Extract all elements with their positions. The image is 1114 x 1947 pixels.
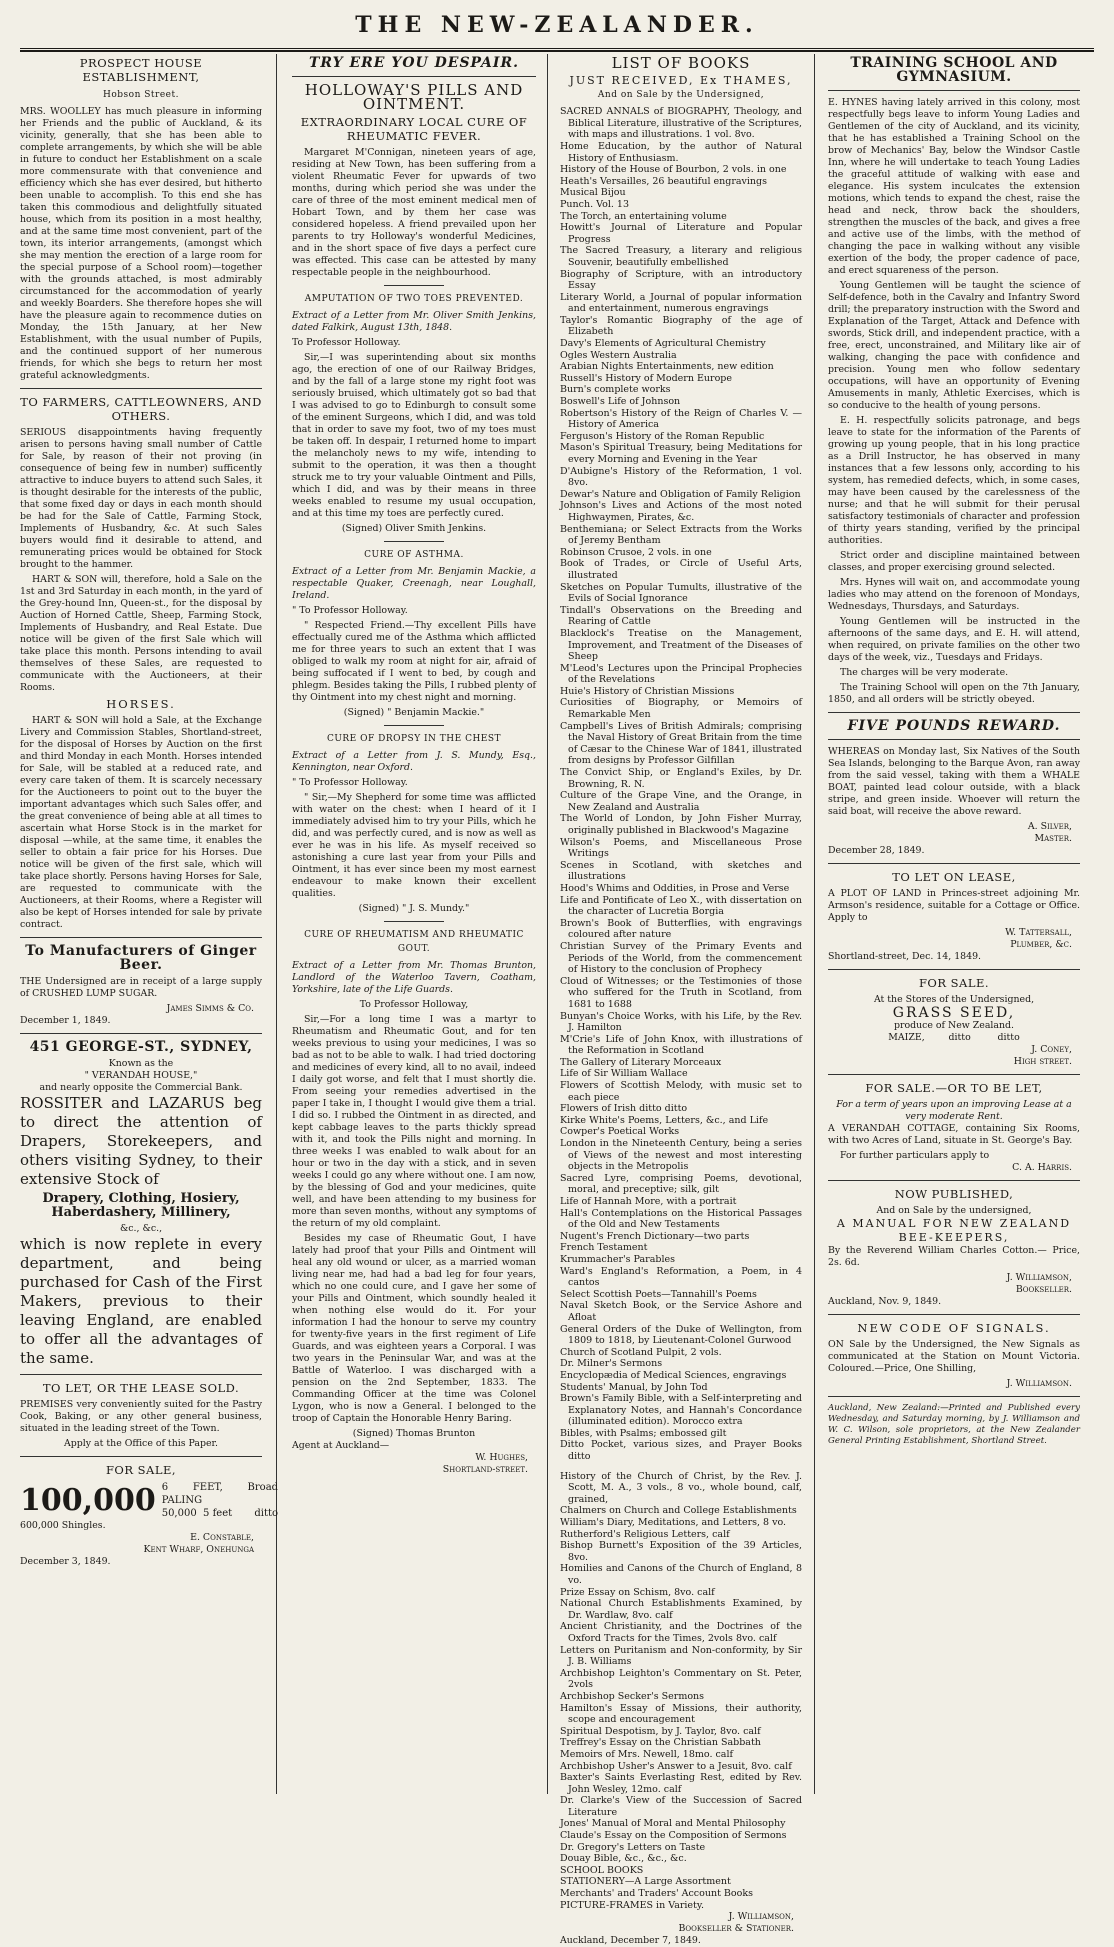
book-item: SCHOOL BOOKS — [560, 1864, 644, 1876]
ginger-beer-heading: To Manufacturers of Ginger Beer. — [25, 943, 257, 974]
book-item: M'Crie's Life of John Knox, with illustrations of the Reformation in Scotland — [560, 1033, 802, 1057]
book-item: Arabian Nights Entertainments, new edition — [560, 361, 774, 373]
column-divider — [814, 54, 815, 1794]
book-item: Merchants' and Traders' Account Books — [560, 1888, 753, 1900]
manual-heading: NOW PUBLISHED, — [894, 1187, 1014, 1202]
masthead-rule-thin — [20, 48, 1094, 49]
book-item: Hamilton's Essay of Missions, their authority, scope and encouragement — [560, 1702, 802, 1726]
agent-street: Shortland-street. — [442, 1464, 528, 1476]
manual-signature: J. Williamson, — [1006, 1272, 1072, 1284]
book-item: The Sacred Treasury, a literary and religious Souvenir, beautifully embellished — [560, 245, 802, 268]
book-item: Life and Pontificate of Leo X., with dissertation on the character of Lucretia Borgia — [560, 894, 802, 918]
book-item: Blacklock's Treatise on the Management, Improvement, and Treatment of the Diseases of Sheep — [560, 627, 802, 663]
gout-body: Sir,—For a long time I was a martyr to Rheumatism and Rheumatic Gout, and for ten weeks previous to using your medicines, I was so bad as not to be able to walk. I had tried doctoring and medicines of every kind, all to no avail, indeed I daily got worse, and felt that I must shortly die. From seeing your remedies advertised in the paper I take in, I thought I would give them a trial. I did so. I rubbed the Ointment in as directed, and kept cabbage leaves to the parts thickly spread with it, and took the Pills night and morning. In three weeks I was enabled to walk about for an hour or two in the day with a stick, and in seven weeks I could go any where without one. I am now, by the blessing of God and your medicines, quite well, and have been attending to my business for more than seven months, without any symptoms of the return of my old complaint. — [292, 1014, 536, 1230]
signals-body: ON Sale by the Undersigned, the New Signals as communicated at the Station on Mount Victoria. Coloured.—Price, One Shilling, — [828, 1339, 1080, 1375]
book-item: Boswell's Life of Johnson — [560, 396, 681, 408]
grass-seed-line-1: GRASS SEED, — [892, 1005, 1016, 1021]
sydney-heading: 451 GEORGE-ST., SYDNEY, — [29, 1039, 253, 1056]
book-item: Dewar's Nature and Obligation of Family Religion — [560, 488, 801, 500]
book-item: Brown's Book of Butterflies, with engravings coloured after nature — [560, 917, 802, 941]
book-item: Robertson's History of the Reign of Charles V. —History of America — [560, 407, 802, 431]
book-item: Archbishop Secker's Sermons — [560, 1690, 705, 1702]
book-item: The World of London, by John Fisher Murray, originally published in Blackwood's Magazine — [560, 813, 802, 836]
book-item: The Gallery of Literary Morceaux — [560, 1056, 722, 1068]
to-let-heading: TO LET, OR THE LEASE SOLD. — [42, 1381, 240, 1396]
book-item: Baxter's Saints Everlasting Rest, edited by Rev. John Wesley, 12mo. calf — [560, 1772, 802, 1795]
prospect-house-heading: PROSPECT HOUSE ESTABLISHMENT, — [79, 56, 203, 84]
book-item: Students' Manual, by John Tod — [560, 1381, 708, 1393]
grass-seed-heading: FOR SALE. — [918, 976, 990, 990]
book-item: Dr. Gregory's Letters on Taste — [560, 1841, 706, 1853]
divider — [20, 1033, 262, 1034]
training-body-6: Young Gentlemen will be instructed in the afternoons of the same days, and E. H. will attend, when required, on private families on the other two days of the week, viz., Tuesdays and Fridays. — [828, 616, 1080, 663]
grass-seed-signature: J. Coney, — [1031, 1044, 1072, 1056]
book-item: Spiritual Despotism, by J. Taylor, 8vo. calf — [560, 1725, 761, 1737]
book-item: Church of Scotland Pulpit, 2 vols. — [560, 1346, 722, 1358]
amputation-signature: (Signed) Oliver Smith Jenkins. — [341, 523, 487, 535]
book-item: Benthemiana; or Select Extracts from the Works of Jeremy Bentham — [560, 523, 802, 547]
divider — [828, 90, 1080, 91]
lease-signature-title: Plumber, &c. — [1010, 939, 1072, 950]
lease-heading: TO LET ON LEASE, — [892, 870, 1016, 884]
lease-body: A PLOT OF LAND in Princes-street adjoining Mr. Armson's residence, suitable for a Cottage or Office. Apply to — [828, 888, 1080, 923]
dropsy-body: " Sir,—My Shepherd for some time was afflicted with water on the chest: when I heard of it I immediately advised him to try your Pills, which he did, and was perfectly cured, and is now as well as ever he was in his life. As myself received so astonishing a cure last year from your Pills and Ointment, it has ever since been my most earnest endeavour to make known their excellent qualities. — [292, 792, 536, 900]
book-item: Cowper's Poetical Works — [560, 1126, 680, 1138]
dropsy-to: " To Professor Holloway. — [292, 777, 408, 789]
reward-body: WHEREAS on Monday last, Six Natives of the South Sea Islands, belonging to the Barque Avon, ran away from the said vessel, taking with them a WHALE BOAT, painted lead colour outside, with a black stripe, and green inside. Whoever will return the said boat, will receive the above reward. — [828, 746, 1080, 817]
book-item: Chalmers on Church and College Establishments — [560, 1505, 797, 1517]
cottage-further: For further particulars apply to — [840, 1150, 990, 1162]
book-item: Ogles Western Australia — [560, 349, 677, 361]
book-item: Douay Bible, &c., &c., &c. — [560, 1853, 687, 1865]
training-body-2: Young Gentlemen will be taught the science of Self-defence, both in the Cavalry and Infantry Sword drill; the preparatory instruction with the Sword and Explanation of the Target, Attack and Defence with swords, Stick drill, and independent practice, with a free, erect, unconstrained, and Military like air of walking, changing the pace with confidence and precision. Young men who follow sedentary occupations, will have an opportunity of Evening Amusements in manly, Athletic Exercises, which is so conducive to the health of young persons. — [828, 280, 1080, 411]
divider — [384, 921, 444, 922]
sydney-body-1: ROSSITER and LAZARUS beg to direct the attention of Drapers, Storekeepers, and others visiting Sydney, to their extensive Stock of — [20, 1094, 262, 1189]
divider — [828, 1396, 1080, 1397]
divider — [20, 937, 262, 938]
dropsy-extract: Extract of a Letter from J. S. Mundy, Esq., Kennington, near Oxford. — [292, 750, 536, 774]
divider — [828, 1074, 1080, 1075]
book-item: Heath's Versailles, 26 beautiful engravings — [560, 175, 768, 187]
divider — [828, 969, 1080, 970]
amputation-body: Sir,—I was superintending about six months ago, the erection of one of our Railway Bridges, and by the fall of a large stone my right foot was seriously bruised, which ultimately got so bad that I was advised to go to Edinburgh to consult some of the eminent Surgeons, which I did, and was told that in order to save my foot, two of my toes must be taken off. In despair, I returned home to impart the melancholy news to my wife, intending to submit to the operation, it was then a thought struck me to try your valuable Ointment and Pills, which I did, and was by their means in three weeks enabled to resume my usual occupation, and at this time my toes are perfectly cured. — [292, 352, 536, 520]
book-item: Home Education, by the author of Natural History of Enthusiasm. — [560, 140, 802, 164]
column-divider — [547, 54, 548, 1794]
book-item: General Orders of the Duke of Wellington, from 1809 to 1818, by Lieutenant-Colonel Gurwood — [560, 1323, 802, 1347]
divider — [20, 1456, 262, 1457]
book-item: Punch. Vol. 13 — [560, 198, 629, 210]
horses-body: HART & SON will hold a Sale, at the Exchange Livery and Commission Stables, Shortland-street, for the disposal of Horses by Auction on the first and third Monday in each Month. Horses intended for Sale, will be stabled at a reduced rate, and every care taken of them. It is scarcely necessary for the Auctioneers to point out to the buyer the important advantages which such Sales offer, and the great convenience of being able at all times to ascertain what Horse Stock is in the market for disposal —while, at the same time, it enables the seller to obtain a fair price for his Horses. Due notice will be given of the first sale, which will take place shortly. Persons having Horses for Sale, are requested to communicate with the Auctioneers, at their Rooms, where a Register will also be kept of Horses intended for sale by private contract. — [20, 715, 262, 931]
book-item: PICTURE-FRAMES in Variety. — [560, 1899, 704, 1911]
book-item: Huie's History of Christian Missions — [560, 685, 735, 697]
paling-line-3: 600,000 Shingles. — [20, 1520, 106, 1532]
book-item: Nugent's French Dictionary—two parts — [560, 1230, 750, 1242]
reward-heading: FIVE POUNDS REWARD. — [847, 718, 1061, 734]
book-item: Flowers of Irish ditto ditto — [560, 1103, 688, 1115]
divider — [828, 712, 1080, 713]
column-3 — [560, 54, 802, 1947]
amputation-to: To Professor Holloway. — [292, 337, 401, 349]
paling-signature: E. Constable, — [190, 1532, 254, 1544]
gout-heading: CURE OF RHEUMATISM AND RHEUMATIC GOUT. — [304, 930, 524, 955]
asthma-signature: (Signed) " Benjamin Mackie." — [343, 707, 485, 719]
horses-heading: HORSES. — [106, 697, 176, 712]
book-item: National Church Establishments Examined, by Dr. Wardlaw, 8vo. calf — [560, 1598, 802, 1621]
asthma-to: " To Professor Holloway. — [292, 605, 408, 617]
book-item: The Torch, an entertaining volume — [560, 210, 727, 222]
dropsy-heading: CURE OF DROPSY IN THE CHEST — [326, 734, 502, 745]
training-school-heading: TRAINING SCHOOL AND GYMNASIUM. — [850, 55, 1058, 85]
asthma-heading: CURE OF ASTHMA. — [364, 550, 464, 561]
book-item: Select Scottish Poets—Tannahill's Poems — [560, 1288, 757, 1300]
manual-sub: And on Sale by the undersigned, — [876, 1205, 1032, 1217]
rheumatic-fever-body: Margaret M'Connigan, nineteen years of age, residing at New Town, has been suffering from a violent Rheumatic Fever for upwards of two months, during which period she was under the care of three of the most eminent medical men of Hobart Town, and by them her case was considered hopeless. A friend prevailed upon her parents to try Holloway's wonderful Medicines, and in the short space of five days a perfect cure was effected. This case can be attested by many respectable people in the neighbourhood. — [292, 147, 536, 278]
farmers-body-2: HART & SON will, therefore, hold a Sale on the 1st and 3rd Saturday in each month, in the yard of the Grey-hound Inn, Queen-st., for the disposal by Auction of Horned Cattle, Sheep, Farming Stock, Implements of Husbandry, and Real Estate. Due notice will be given of the first Sale which will take place this month. Persons intending to avail themselves of these Sales, are requested to communicate with the Auctioneers, at their Rooms. — [20, 574, 262, 694]
book-item: Culture of the Grape Vine, and the Orange, in New Zealand and Australia — [560, 790, 802, 813]
book-item: Life of Hannah More, with a portrait — [560, 1196, 737, 1207]
grass-seed-line-2: produce of New Zealand. — [893, 1020, 1015, 1032]
rheumatic-fever-heading: EXTRAORDINARY LOCAL CURE OF RHEUMATIC FEVER. — [300, 115, 528, 143]
masthead-rule — [20, 50, 1094, 52]
reward-date: December 28, 1849. — [828, 845, 925, 856]
book-item: D'Aubigne's History of the Reformation, 1 vol. 8vo. — [560, 465, 802, 489]
book-item: Cloud of Witnesses; or the Testimonies of those who suffered for the Truth in Scotland, from 1681 to 1688 — [560, 975, 802, 1010]
training-body-1: E. HYNES having lately arrived in this colony, most respectfully begs leave to inform Young Ladies and Gentlemen of the city of Auckland, and its vicinity, that he has established a Training School on the brow of Mechanics' Bay, below the Windsor Castle Inn, where he will undertake to teach Young Ladies the graceful attitude of walking with ease and elegance. His system inculcates the extension motions, which tends to expand the chest, raise the head and neck, throw back the shoulders, strengthen the muscles of the back, and gives a free and active use of the limbs, with the method of changing the pace in walking without any visible exertion of the body, the proper cadence of pace, and erect squareness of the person. — [828, 97, 1080, 276]
gout-extract: Extract of a Letter from Mr. Thomas Brunton, Landlord of the Waterloo Tavern, Coatham, Yorkshire, late of the Life Guards. — [292, 960, 536, 996]
divider — [292, 76, 536, 77]
agent-name: W. Hughes, — [475, 1452, 528, 1464]
reward-signature-title: Master. — [1034, 833, 1072, 844]
reward-signature: A. Silver, — [1027, 821, 1072, 832]
book-item: Bishop Burnett's Exposition of the 39 Articles, 8vo. — [560, 1540, 802, 1563]
sydney-goods: Drapery, Clothing, Hosiery, Haberdashery, Millinery, — [42, 1191, 240, 1221]
book-item: Brown's Family Bible, with a Self-interpreting and Explanatory Notes, and Hannah's Concordance (illuminated edition). Morocco extra — [560, 1393, 802, 1428]
grass-seed-line-3: MAIZE, ditto ditto — [888, 1032, 1020, 1044]
book-item: Musical Bijou — [560, 187, 626, 199]
book-item: Naval Sketch Book, or the Service Ashore and Afloat — [560, 1300, 802, 1323]
book-item: Sacred Lyre, comprising Poems, devotional, moral, and preceptive; silk, gilt — [560, 1172, 802, 1196]
cottage-body: A VERANDAH COTTAGE, containing Six Rooms, with two Acres of Land, situate in St. George's Bay. — [828, 1123, 1080, 1147]
book-item: Flowers of Scottish Melody, with music set to each piece — [560, 1080, 802, 1103]
book-item: Burn's complete works — [560, 384, 671, 396]
book-item: William's Diary, Meditations, and Letters, 8 vo. — [560, 1517, 787, 1529]
book-item: Howitt's Journal of Literature and Popular Progress — [560, 222, 802, 245]
training-body-3: E. H. respectfully solicits patronage, and begs leave to state for the information of the Parents of growing up young people, that in his long practice as a Drill Instructor, he has observed in many instances that a few lessons only, according to his system, has remedied defects, which, in some cases, may have been caused by the carelessness of the nurse; and that he will submit for their perusal satisfactory testimonials of character and profession of thirty years standing, verified by the principal authorities. — [828, 415, 1080, 546]
cottage-heading: FOR SALE.—OR TO BE LET, — [865, 1081, 1043, 1096]
book-item: Sketches on Popular Tumults, illustrative of the Evils of Social Ignorance — [560, 581, 802, 605]
book-item: Literary World, a Journal of popular information and entertainment, numerous engravings — [560, 291, 802, 315]
divider — [384, 725, 444, 726]
gout-body-2: Besides my case of Rheumatic Gout, I have lately had proof that your Pills and Ointment will heal any old wound or ulcer, as a married woman living near me, had had a bad leg for four years, which no one could cure, and I gave her some of your Pills and Ointment, which soundly healed it when nothing else would do it. For your information I had the honour to serve my country for twenty-five years in the first regiment of Life Guards, and was eighteen years a Corporal. I was two years in the Peninsular War, and was at the Battle of Waterloo. I was discharged with a pension on the 2nd September, 1833. The Commanding Officer at the time was Colonel Lygon, who is now a General. I belonged to the troop of Captain the Honorable Henry Baring. — [292, 1233, 536, 1425]
dropsy-signature: (Signed) " J. S. Mundy." — [358, 903, 470, 915]
book-item: Christian Survey of the Primary Events and Periods of the World, from the commencement of History to the conclusion of Prophecy — [560, 940, 802, 976]
book-item: Curiosities of Biography, or Memoirs of Remarkable Men — [560, 697, 802, 721]
training-body-4: Strict order and discipline maintained between classes, and proper exercising ground selected. — [828, 550, 1080, 573]
divider — [384, 285, 444, 286]
lease-signature: W. Tattersall, — [1005, 927, 1072, 938]
divider — [384, 541, 444, 542]
book-item: Kirke White's Poems, Letters, &c., and Life — [560, 1114, 769, 1126]
divider — [828, 1314, 1080, 1315]
gout-signature: (Signed) Thomas Brunton — [352, 1428, 476, 1440]
training-body-5: Mrs. Hynes will wait on, and accommodate young ladies who may attend on the forenoon of Mondays, Wednesdays, Thursdays, and Saturdays. — [828, 577, 1080, 612]
book-item: Biography of Scripture, with an introductory Essay — [560, 268, 802, 292]
book-item: Tindall's Observations on the Breeding and Rearing of Cattle — [560, 604, 802, 628]
book-item: Rutherford's Religious Letters, calf — [560, 1528, 730, 1540]
book-item: Bibles, with Psalms; embossed gilt — [560, 1427, 727, 1439]
book-item: Taylor's Romantic Biography of the age of Elizabeth — [560, 314, 802, 338]
grass-seed-signature-address: High street. — [1013, 1056, 1072, 1068]
grass-seed-sub: At the Stores of the Undersigned, — [873, 994, 1035, 1005]
to-let-body: PREMISES very conveniently suited for the Pastry Cook, Baking, or any other general business, situated in the leading street of the Town. — [20, 1399, 262, 1435]
amputation-heading: AMPUTATION OF TWO TOES PREVENTED. — [304, 294, 524, 304]
paling-number: 100,000 — [20, 1482, 156, 1518]
books-list-2 — [560, 1471, 802, 1912]
book-item: Dr. Milner's Sermons — [560, 1358, 663, 1370]
gout-to: To Professor Holloway, — [359, 999, 469, 1011]
book-item: Homilies and Canons of the Church of England, 8 vo. — [560, 1563, 802, 1586]
divider — [828, 1180, 1080, 1181]
imprint: Auckland, New Zealand:—Printed and Published every Wednesday, and Saturday morning, by J. Williamson and W. C. Wilson, sole proprietors, at the New Zealander General Printing Establishment, Shortland Street. — [828, 1403, 1080, 1447]
book-item: Treffrey's Essay on the Christian Sabbath — [560, 1737, 761, 1749]
sydney-house: " VERANDAH HOUSE," — [84, 1070, 198, 1082]
book-item: Ancient Christianity, and the Doctrines of the Oxford Tracts for the Times, 2vols 8vo. calf — [560, 1621, 802, 1644]
book-item: Ferguson's History of the Roman Republic — [560, 430, 765, 442]
book-item: Robinson Crusoe, 2 vols. in one — [560, 546, 712, 558]
manual-body: By the Reverend William Charles Cotton.— Price, 2s. 6d. — [828, 1245, 1080, 1269]
despair-heading: TRY ERE YOU DESPAIR. — [309, 55, 519, 71]
book-item: History of the House of Bourbon, 2 vols. in one — [560, 164, 787, 176]
manual-line-1: A MANUAL FOR NEW ZEALAND — [836, 1217, 1072, 1231]
masthead — [0, 0, 1114, 52]
books-date: Auckland, December 7, 1849. — [560, 1935, 701, 1947]
book-item: Letters on Puritanism and Non-conformity, by Sir J. B. Williams — [560, 1644, 802, 1668]
divider — [20, 1374, 262, 1375]
paling-signature-address: Kent Wharf, Onehunga — [143, 1544, 254, 1556]
book-item: Ward's England's Reformation, a Poem, in 4 cantos — [560, 1265, 802, 1289]
sydney-opposite: and nearly opposite the Commercial Bank. — [39, 1082, 243, 1094]
divider — [20, 388, 262, 389]
book-item: Hood's Whims and Oddities, in Prose and Verse — [560, 882, 790, 894]
book-item: Encyclopædia of Medical Sciences, engravings — [560, 1369, 787, 1381]
sydney-body-2: which is now replete in every department, and being purchased for Cash of the First Makers, previous to their leaving England, are enabled to offer all the advantages of the same. — [20, 1235, 262, 1368]
book-item: Life of Sir William Wallace — [560, 1068, 688, 1080]
newspaper-title: THE NEW-ZEALANDER. — [355, 12, 759, 38]
ginger-beer-body: THE Undersigned are in receipt of a large supply of CRUSHED LUMP SUGAR. — [20, 976, 262, 1000]
paling-date: December 3, 1849. — [20, 1556, 111, 1568]
paling-heading: FOR SALE, — [105, 1463, 177, 1478]
book-item: History of the Church of Christ, by the Rev. J. Scott, M. A., 3 vols., 8 vo., whole bound, calf, grained, — [560, 1470, 802, 1505]
books-heading: LIST OF BOOKS — [611, 54, 751, 72]
book-item: Claude's Essay on the Composition of Sermons — [560, 1830, 787, 1842]
books-subheading-2: And on Sale by the Undersigned, — [597, 90, 765, 101]
book-item: Memoirs of Mrs. Newell, 18mo. calf — [560, 1748, 734, 1760]
book-item: Dr. Clarke's View of the Succession of Sacred Literature — [560, 1795, 802, 1818]
book-item: Mason's Spiritual Treasury, being Meditations for every Morning and Evening in the Year — [560, 442, 802, 465]
manual-signature-title: Bookseller. — [1015, 1284, 1072, 1296]
paling-line-2: 50,000 5 feet ditto — [161, 1508, 279, 1520]
manual-line-2: BEE-KEEPERS, — [898, 1231, 1010, 1245]
to-let-apply: Apply at the Office of this Paper. — [64, 1438, 218, 1450]
signals-heading: NEW CODE OF SIGNALS. — [857, 1321, 1051, 1336]
column-2 — [292, 54, 536, 1799]
asthma-body: " Respected Friend.—Thy excellent Pills have effectually cured me of the Asthma which afflicted me for three years to such an extent that I was obliged to walk my room at night for air, afraid of being suffocated if I went to bed, by cough and phlegm. Besides taking the Pills, I rubbed plenty of thy Ointment into my chest night and morning. — [292, 620, 536, 704]
book-item: Archbishop Leighton's Commentary on St. Peter, 2vols — [560, 1667, 802, 1691]
sydney-known: Known as the — [108, 1058, 174, 1070]
column-1 — [20, 54, 279, 1799]
book-item: M'Leod's Lectures upon the Principal Prophecies of the Revelations — [560, 662, 802, 686]
column-divider — [276, 54, 277, 1794]
prospect-house-subheading: Hobson Street. — [103, 90, 179, 100]
ginger-beer-date: December 1, 1849. — [20, 1015, 111, 1027]
farmers-heading: TO FARMERS, CATTLEOWNERS, AND OTHERS. — [20, 395, 262, 424]
manual-date: Auckland, Nov. 9, 1849. — [828, 1296, 942, 1308]
book-item: Krummacher's Parables — [560, 1253, 675, 1265]
prospect-house-body: MRS. WOOLLEY has much pleasure in informing her Friends and the public of Auckland, & its vicinity, generally, that she has been able to complete arrangements, by which she will be able in future to conduct her Establishment on a scale more commensurate with that convenience and efficiency which she has ever desired, but hitherto been unable to accomplish. To this end she has taken this commodious and delightfully situated house, which from its position in a most healthy, and at the same time most convenient, part of the town, its interior arrangements, (amongst which she may mention the erection of a large room for the special purpose of a School room)—together with the grounds attached, is most admirably circumstanced for the accommodation of yearly and weekly Boarders. She therefore hopes she will have the pleasure again to recommence duties on Monday, the 15th January, at her New Establishment, with the usual number of Pupils, and the continued support of her numerous friends, for which she begs to return her most grateful acknowledgments. — [20, 106, 263, 382]
books-signature: J. Williamson, — [728, 1911, 794, 1923]
training-body-7: The charges will be very moderate. — [840, 667, 1009, 678]
agent-label: Agent at Auckland— — [292, 1440, 390, 1452]
amputation-extract: Extract of a Letter from Mr. Oliver Smith Jenkins, dated Falkirk, August 13th, 1848. — [292, 310, 536, 334]
cottage-sub: For a term of years upon an improving Lease at a very moderate Rent. — [836, 1099, 1072, 1123]
signals-signature: J. Williamson. — [1006, 1378, 1072, 1390]
book-item: Bunyan's Choice Works, with his Life, by the Rev. J. Hamilton — [560, 1010, 802, 1034]
books-list — [560, 106, 802, 1462]
book-item: Scenes in Scotland, with sketches and illustrations — [560, 859, 802, 883]
book-item: Hall's Contemplations on the Historical Passages of the Old and New Testaments — [560, 1207, 802, 1231]
farmers-body-1: SERIOUS disappointments having frequently arisen to persons having small number of Cattle for Sale, by reason of their not proving (in consequence of being few in number) sufficently attractive to induce buyers to attend such Sales, it is thought desirable for the interests of the public, that some fixed day or days in each month should be had for the Sale of Cattle, Farming Stock, Implements of Husbandry, &c. At such Sales buyers would find it desirable to attend, and remunerating prices would be obtained for Stock brought to the hammer. — [20, 427, 262, 571]
asthma-extract: Extract of a Letter from Mr. Benjamin Mackie, a respectable Quaker, Creenagh, near Loughall, Ireland. — [292, 566, 536, 602]
book-item: Wilson's Poems, and Miscellaneous Prose Writings — [560, 836, 802, 860]
ginger-beer-signature: James Simms & Co. — [166, 1003, 254, 1015]
book-item: Prize Essay on Schism, 8vo. calf — [560, 1586, 715, 1598]
lease-date: Shortland-street, Dec. 14, 1849. — [828, 951, 982, 962]
holloway-heading: HOLLOWAY'S PILLS AND OINTMENT. — [304, 81, 524, 113]
book-item: French Testament — [560, 1242, 648, 1254]
book-item: Ditto Pocket, various sizes, and Prayer Books ditto — [560, 1439, 802, 1463]
column-4 — [828, 54, 1080, 1799]
book-item: Russell's History of Modern Europe — [560, 372, 732, 384]
divider — [828, 863, 1080, 864]
book-item: STATIONERY—A Large Assortment — [560, 1876, 731, 1888]
books-subheading: JUST RECEIVED, Ex THAMES, — [569, 74, 793, 87]
book-item: SACRED ANNALS of BIOGRAPHY, Theology, and Biblical Literature, illustrative of the Scriptures, with maps and illustrations. 1 vol. 8vo. — [560, 106, 802, 141]
books-signature-title: Bookseller & Stationer. — [678, 1923, 794, 1935]
book-item: Archbishop Usher's Answer to a Jesuit, 8vo. calf — [560, 1760, 792, 1772]
book-item: Johnson's Lives and Actions of the most noted Highwaymen, Pirates, &c. — [560, 500, 802, 523]
cottage-signature: C. A. Harris. — [1012, 1162, 1072, 1174]
paling-line-1: 6 FEET, Broad PALING — [161, 1482, 279, 1507]
book-item: The Convict Ship, or England's Exiles, by Dr. Browning, R. N. — [560, 767, 802, 790]
divider — [828, 739, 1080, 740]
book-item: London in the Nineteenth Century, being a series of Views of the newest and most interesting objects in the Metropolis — [560, 1138, 802, 1173]
sydney-etc: &c., &c., — [119, 1223, 163, 1235]
book-item: Davy's Elements of Agricultural Chemistry — [560, 338, 766, 350]
book-item: Campbell's Lives of British Admirals; comprising the Naval History of Great Britain from the time of Cæsar to the Chinese War of 1841, illustrated from designs by Professor Gilfillan — [560, 720, 802, 767]
book-item: Jones' Manual of Moral and Mental Philosophy — [560, 1818, 786, 1830]
book-item: Book of Trades, or Circle of Useful Arts, illustrated — [560, 558, 802, 581]
training-body-8: The Training School will open on the 7th January, 1850, and all orders will be strictly obeyed. — [828, 682, 1080, 705]
